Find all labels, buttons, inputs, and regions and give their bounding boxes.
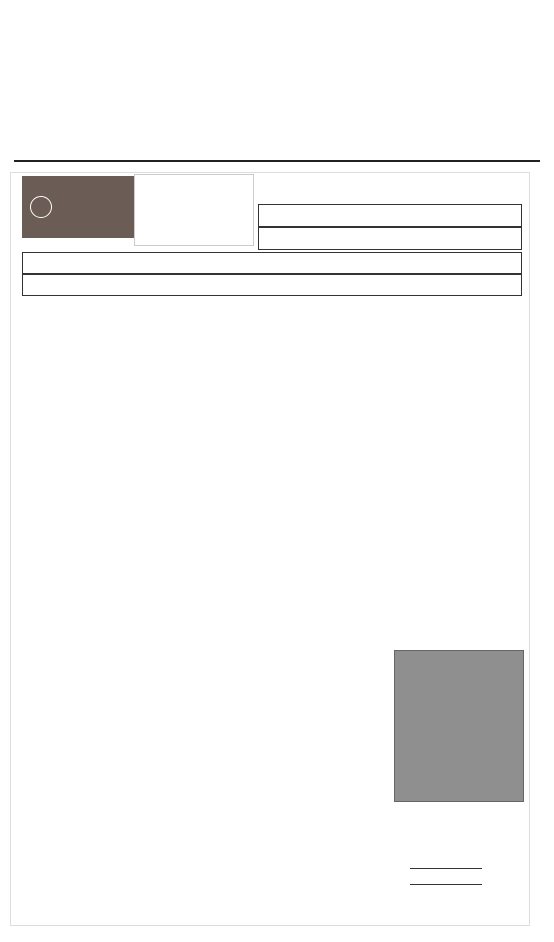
previous-underline — [410, 884, 482, 885]
legend-box — [394, 650, 524, 802]
requested-box — [22, 274, 522, 296]
profile-box — [258, 226, 522, 250]
globe-icon — [30, 196, 52, 218]
hospital-sticker — [134, 174, 254, 246]
lab-number-box — [258, 204, 522, 228]
header-divider — [14, 160, 540, 162]
patient-box — [22, 252, 522, 274]
tei-logo — [22, 176, 134, 238]
current-underline — [410, 868, 482, 869]
